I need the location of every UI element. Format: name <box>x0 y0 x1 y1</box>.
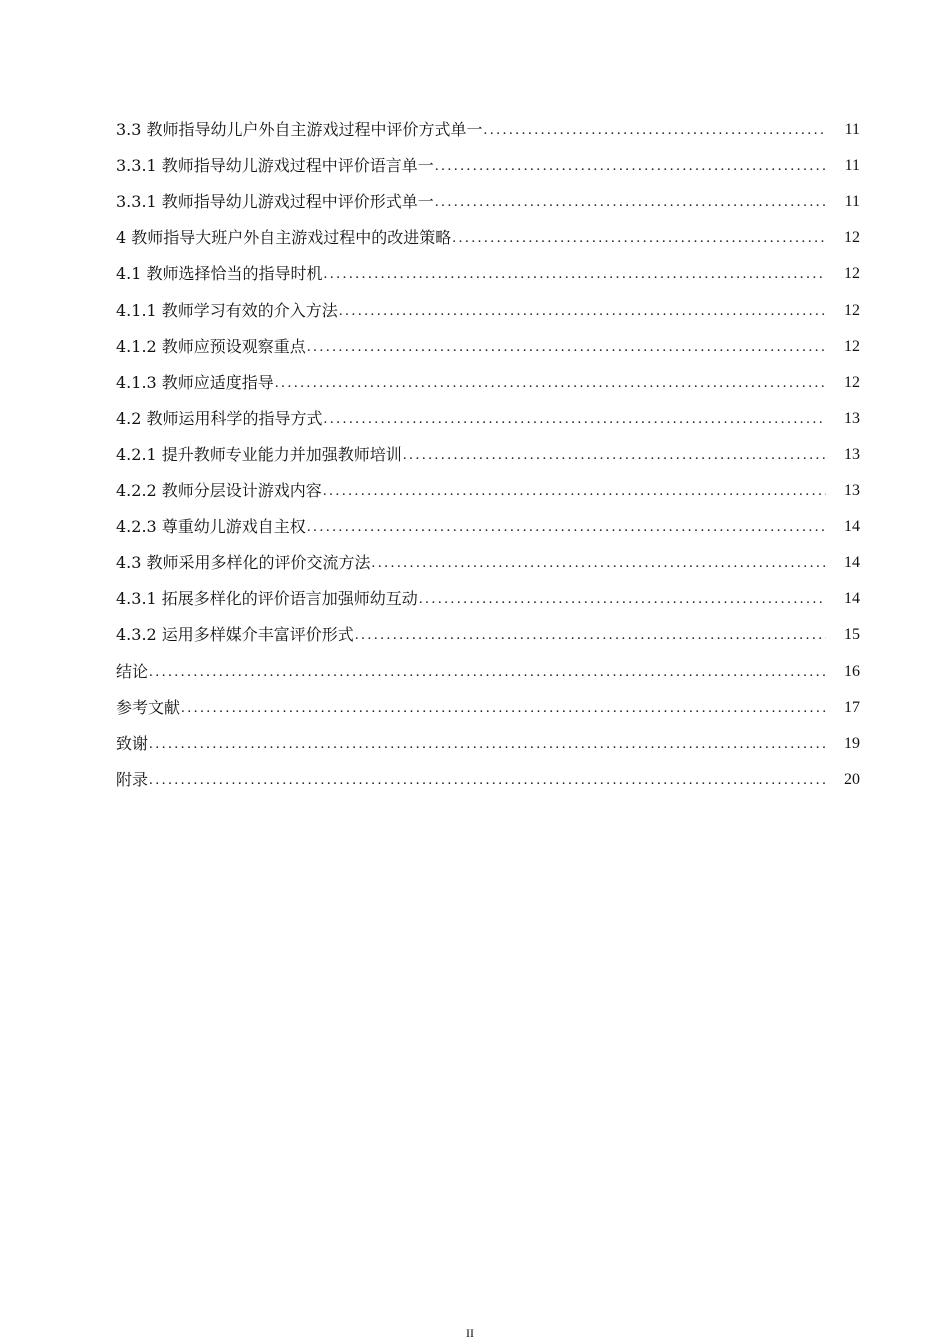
toc-entry-page: 16 <box>844 662 860 680</box>
toc-entry-page: 12 <box>844 229 860 247</box>
toc-entry-title: 4.2.3 尊重幼儿游戏自主权 <box>116 517 306 537</box>
toc-entry[interactable] <box>116 653 860 689</box>
toc-entry-title: 4.2 教师运用科学的指导方式 <box>116 408 323 428</box>
toc-dot-leader <box>339 293 826 329</box>
toc-entry-page: 17 <box>844 698 860 716</box>
toc-entry-page: 11 <box>844 193 860 211</box>
toc-entry-title: 4.2.2 教师分层设计游戏内容 <box>116 481 322 501</box>
toc-entry[interactable] <box>116 112 860 148</box>
toc-dot-leader <box>372 545 826 581</box>
toc-entry-page: 15 <box>844 626 860 644</box>
toc-dot-leader <box>149 654 826 690</box>
toc-dot-leader <box>419 581 826 617</box>
toc-dot-leader <box>452 220 826 256</box>
table-of-contents <box>116 112 860 798</box>
toc-entry[interactable] <box>116 401 860 437</box>
toc-entry[interactable] <box>116 365 860 401</box>
toc-entry-title: 4 教师指导大班户外自主游戏过程中的改进策略 <box>116 228 452 248</box>
toc-entry-title: 4.3.2 运用多样媒介丰富评价形式 <box>116 625 354 645</box>
toc-entry-page: 13 <box>844 445 860 463</box>
toc-entry-title: 3.3.1 教师指导幼儿游戏过程中评价语言单一 <box>116 156 434 176</box>
toc-entry[interactable] <box>116 726 860 762</box>
toc-dot-leader <box>324 401 826 437</box>
toc-entry[interactable] <box>116 762 860 798</box>
toc-entry-title: 4.1.2 教师应预设观察重点 <box>116 336 306 356</box>
page-number: II <box>466 1326 474 1340</box>
toc-entry[interactable] <box>116 509 860 545</box>
toc-entry[interactable] <box>116 437 860 473</box>
toc-entry[interactable] <box>116 220 860 256</box>
toc-dot-leader <box>324 256 826 292</box>
toc-entry[interactable] <box>116 545 860 581</box>
toc-dot-leader <box>484 112 826 148</box>
toc-entry-title: 4.1 教师选择恰当的指导时机 <box>116 264 323 284</box>
toc-dot-leader <box>149 762 826 798</box>
toc-dot-leader <box>355 617 826 653</box>
toc-entry-page: 12 <box>844 337 860 355</box>
toc-entry-page: 12 <box>844 301 860 319</box>
toc-entry-page: 14 <box>844 590 860 608</box>
toc-entry-title: 4.1.3 教师应适度指导 <box>116 372 274 392</box>
toc-entry[interactable] <box>116 690 860 726</box>
toc-entry-page: 20 <box>844 770 860 788</box>
toc-dot-leader <box>181 690 826 726</box>
toc-entry-title: 参考文献 <box>116 697 181 717</box>
toc-entry-page: 14 <box>844 554 860 572</box>
toc-entry-title: 附录 <box>116 769 149 789</box>
toc-dot-leader <box>435 148 826 184</box>
toc-dot-leader <box>149 726 826 762</box>
toc-dot-leader <box>435 184 826 220</box>
toc-entry-title: 4.1.1 教师学习有效的介入方法 <box>116 300 338 320</box>
toc-entry-page: 11 <box>844 157 860 175</box>
toc-entry-title: 4.3.1 拓展多样化的评价语言加强师幼互动 <box>116 589 418 609</box>
toc-entry[interactable] <box>116 473 860 509</box>
toc-entry[interactable] <box>116 148 860 184</box>
toc-entry-page: 19 <box>844 734 860 752</box>
toc-entry[interactable] <box>116 256 860 292</box>
toc-entry-page: 11 <box>844 121 860 139</box>
toc-entry-title: 致谢 <box>116 733 149 753</box>
toc-entry-page: 13 <box>844 482 860 500</box>
toc-entry[interactable] <box>116 581 860 617</box>
toc-dot-leader <box>403 437 826 473</box>
toc-entry[interactable] <box>116 329 860 365</box>
toc-entry-page: 14 <box>844 518 860 536</box>
toc-entry-page: 12 <box>844 265 860 283</box>
toc-entry-title: 3.3.1 教师指导幼儿游戏过程中评价形式单一 <box>116 192 434 212</box>
toc-entry-page: 13 <box>844 409 860 427</box>
toc-entry[interactable] <box>116 292 860 328</box>
toc-entry-title: 3.3 教师指导幼儿户外自主游戏过程中评价方式单一 <box>116 120 483 140</box>
toc-dot-leader <box>307 329 826 365</box>
toc-entry-title: 结论 <box>116 661 149 681</box>
toc-entry-title: 4.2.1 提升教师专业能力并加强教师培训 <box>116 444 402 464</box>
toc-entry[interactable] <box>116 617 860 653</box>
toc-entry[interactable] <box>116 184 860 220</box>
toc-dot-leader <box>323 473 826 509</box>
toc-entry-page: 12 <box>844 373 860 391</box>
toc-entry-title: 4.3 教师采用多样化的评价交流方法 <box>116 553 371 573</box>
toc-dot-leader <box>307 509 826 545</box>
toc-dot-leader <box>275 365 826 401</box>
